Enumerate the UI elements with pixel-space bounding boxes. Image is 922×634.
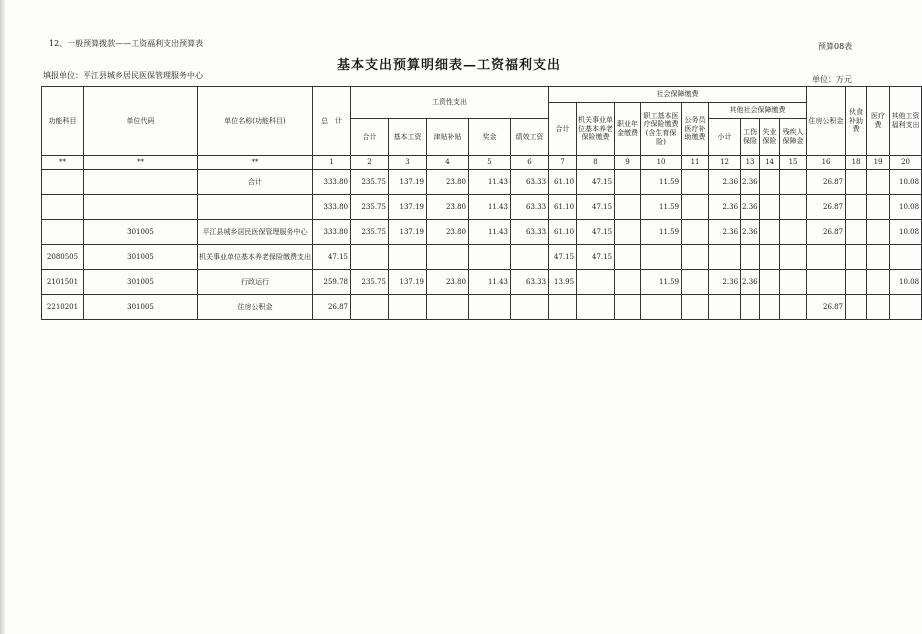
index-cell: 3 [389, 156, 427, 170]
table-cell [890, 295, 922, 320]
index-cell: 8 [577, 156, 615, 170]
header-other-social-group: 其他社会保障缴费 [709, 103, 807, 119]
table-cell [682, 170, 709, 195]
table-cell: 235.75 [351, 270, 389, 295]
header-medical: 医疗费 [867, 87, 890, 156]
table-cell: 平江县城乡居民医保管理服务中心 [198, 220, 313, 245]
index-cell: 12 [709, 156, 741, 170]
table-cell: 13.95 [549, 270, 577, 295]
table-cell: 23.80 [427, 195, 469, 220]
table-cell: 合计 [198, 170, 313, 195]
table-cell: 47.15 [577, 245, 615, 270]
table-cell: 2.36 [709, 195, 741, 220]
table-cell [615, 195, 641, 220]
table-row [42, 220, 922, 245]
table-cell: 2.36 [709, 170, 741, 195]
table-cell [780, 295, 807, 320]
section-label: 12、一般预算拨款——工资福利支出预算表 [49, 39, 204, 48]
table-cell [615, 245, 641, 270]
table-cell [846, 170, 867, 195]
table-cell: 10.08 [890, 220, 922, 245]
table-cell [741, 295, 760, 320]
table-cell: 333.80 [313, 195, 351, 220]
table-cell: 63.33 [511, 170, 549, 195]
table-cell: 住房公积金 [198, 295, 313, 320]
header-name: 单位名称(功能科目) [198, 87, 313, 156]
table-cell [682, 270, 709, 295]
index-cell: 4 [427, 156, 469, 170]
table-cell [389, 295, 427, 320]
index-cell: 13 [741, 156, 760, 170]
table-cell: 26.87 [807, 220, 846, 245]
index-cell: 20 [890, 156, 922, 170]
reporting-org: 填报单位：平江县城乡居民医保管理服务中心 [43, 71, 203, 80]
page-edge [0, 0, 5, 634]
table-cell [42, 195, 84, 220]
table-cell: 47.15 [577, 170, 615, 195]
table-cell: 11.59 [641, 220, 682, 245]
table-cell: 47.15 [577, 220, 615, 245]
header-allowance: 津贴补贴 [427, 119, 469, 156]
index-cell: ** [84, 156, 198, 170]
table-cell [351, 295, 389, 320]
table-cell: 63.33 [511, 220, 549, 245]
table-cell [807, 270, 846, 295]
table-cell: 235.75 [351, 170, 389, 195]
table-cell [780, 170, 807, 195]
header-injury: 工伤保险 [741, 119, 760, 156]
table-cell [577, 270, 615, 295]
table-cell: 259.78 [313, 270, 351, 295]
header-other-subtotal: 小计 [709, 119, 741, 156]
table-cell: 301005 [84, 245, 198, 270]
table-cell: 23.80 [427, 270, 469, 295]
table-cell [867, 220, 890, 245]
table-cell: 26.87 [313, 295, 351, 320]
table-cell [867, 295, 890, 320]
table-cell: 10.08 [890, 270, 922, 295]
unit-label: 单位：万元 [812, 75, 852, 84]
table-cell [807, 245, 846, 270]
index-cell: 7 [549, 156, 577, 170]
table-cell [549, 295, 577, 320]
table-cell: 301005 [84, 270, 198, 295]
table-cell [641, 245, 682, 270]
page-title: 基本支出预算明细表—工资福利支出 [336, 58, 561, 73]
index-cell: 16 [807, 156, 846, 170]
table-cell: 2101501 [42, 270, 84, 295]
table-cell: 26.87 [807, 295, 846, 320]
index-cell: 10 [641, 156, 682, 170]
table-row [42, 195, 922, 220]
header-annuity: 职业年金缴费 [615, 103, 641, 156]
table-cell: 137.19 [389, 220, 427, 245]
table-cell: 2.36 [709, 220, 741, 245]
header-basic-wage: 基本工资 [389, 119, 427, 156]
header-meal: 伙食补助费 [846, 87, 867, 156]
table-cell: 47.15 [549, 245, 577, 270]
table-cell [42, 220, 84, 245]
header-disability: 残疾人保障金 [780, 119, 807, 156]
table-row [42, 270, 922, 295]
table-cell [469, 295, 511, 320]
table-cell [351, 245, 389, 270]
table-cell [84, 170, 198, 195]
table-cell [389, 245, 427, 270]
index-cell: 5 [469, 156, 511, 170]
table-cell: 11.59 [641, 195, 682, 220]
table-cell [469, 245, 511, 270]
table-cell: 137.19 [389, 170, 427, 195]
index-cell: 9 [615, 156, 641, 170]
header-other-wage: 其他工资福利支出 [890, 87, 922, 156]
table-cell [615, 295, 641, 320]
table-cell [760, 170, 780, 195]
index-cell: 6 [511, 156, 549, 170]
table-cell [709, 245, 741, 270]
index-cell: ** [198, 156, 313, 170]
header-civil-med: 公务员医疗补助缴费 [682, 103, 709, 156]
table-cell [760, 295, 780, 320]
table-cell: 61.10 [549, 195, 577, 220]
table-cell [846, 245, 867, 270]
form-number: 预算08表 [818, 42, 853, 51]
table-cell [42, 170, 84, 195]
table-cell [198, 195, 313, 220]
table-cell: 2.36 [741, 270, 760, 295]
table-cell [846, 220, 867, 245]
index-cell: 19 [867, 156, 890, 170]
header-unemployment: 失业保险 [760, 119, 780, 156]
header-code: 单位代码 [84, 87, 198, 156]
header-total: 总 计 [313, 87, 351, 156]
table-cell: 137.19 [389, 195, 427, 220]
table-cell [682, 295, 709, 320]
table-cell [760, 220, 780, 245]
table-cell: 63.33 [511, 195, 549, 220]
index-cell: ** [42, 156, 84, 170]
header-wage-group: 工资性支出 [351, 87, 549, 119]
table-cell [867, 170, 890, 195]
table-cell [427, 245, 469, 270]
table-cell [709, 295, 741, 320]
table-cell [760, 195, 780, 220]
header-housing: 住房公积金 [807, 87, 846, 156]
table-cell: 47.15 [313, 245, 351, 270]
table-cell: 2210201 [42, 295, 84, 320]
table-cell: 235.75 [351, 220, 389, 245]
table-cell: 11.43 [469, 220, 511, 245]
table-cell [682, 195, 709, 220]
table-cell: 333.80 [313, 170, 351, 195]
index-row [42, 156, 922, 170]
header-pension: 机关事业单位基本养老保险缴费 [577, 103, 615, 156]
table-cell [615, 220, 641, 245]
table-cell: 61.10 [549, 220, 577, 245]
table-row [42, 245, 922, 270]
table-cell: 26.87 [807, 195, 846, 220]
table-cell: 23.80 [427, 170, 469, 195]
table-cell: 11.43 [469, 195, 511, 220]
table-cell [511, 245, 549, 270]
table-cell: 333.80 [313, 220, 351, 245]
header-func: 功能科目 [42, 87, 84, 156]
table-cell: 11.43 [469, 270, 511, 295]
header-social-group: 社会保障缴费 [549, 87, 807, 103]
header-performance: 绩效工资 [511, 119, 549, 156]
table-cell: 23.80 [427, 220, 469, 245]
table-row [42, 170, 922, 195]
header-med-ins: 职工基本医疗保险缴费(含生育保险) [641, 103, 682, 156]
table-cell [846, 270, 867, 295]
table-cell: 63.33 [511, 270, 549, 295]
budget-table [41, 86, 922, 320]
index-cell: 15 [780, 156, 807, 170]
table-cell [682, 220, 709, 245]
index-cell: 2 [351, 156, 389, 170]
table-row [42, 295, 922, 320]
table-cell: 235.75 [351, 195, 389, 220]
table-cell: 11.59 [641, 170, 682, 195]
table-cell [641, 295, 682, 320]
table-cell [867, 270, 890, 295]
table-cell [427, 295, 469, 320]
table-cell: 机关事业单位基本养老保险缴费支出 [198, 245, 313, 270]
table-cell [760, 270, 780, 295]
table-cell [780, 270, 807, 295]
table-cell: 47.15 [577, 195, 615, 220]
table-cell [780, 245, 807, 270]
table-cell [741, 245, 760, 270]
table-cell [867, 195, 890, 220]
table-cell [682, 245, 709, 270]
header-wage-total: 合计 [351, 119, 389, 156]
table-cell [615, 270, 641, 295]
table-cell: 11.59 [641, 270, 682, 295]
table-cell: 2.36 [741, 220, 760, 245]
table-cell: 11.43 [469, 170, 511, 195]
table-cell: 10.08 [890, 170, 922, 195]
table-cell [890, 245, 922, 270]
table-cell [867, 245, 890, 270]
index-cell: 11 [682, 156, 709, 170]
table-cell: 10.08 [890, 195, 922, 220]
table-cell: 行政运行 [198, 270, 313, 295]
header-social-total: 合计 [549, 103, 577, 156]
table-cell: 137.19 [389, 270, 427, 295]
table-cell [511, 295, 549, 320]
table-cell [615, 170, 641, 195]
header-bonus: 奖金 [469, 119, 511, 156]
table-cell: 61.10 [549, 170, 577, 195]
table-cell: 2.36 [741, 195, 760, 220]
table-cell: 301005 [84, 295, 198, 320]
index-cell: 14 [760, 156, 780, 170]
table-cell [780, 195, 807, 220]
table-cell [84, 195, 198, 220]
table-cell [780, 220, 807, 245]
index-cell: 18 [846, 156, 867, 170]
table-cell: 2.36 [741, 170, 760, 195]
table-cell: 301005 [84, 220, 198, 245]
index-cell: 1 [313, 156, 351, 170]
table-cell [846, 295, 867, 320]
table-cell: 2.36 [709, 270, 741, 295]
table-cell [760, 245, 780, 270]
table-cell: 2080505 [42, 245, 84, 270]
table-cell [577, 295, 615, 320]
table-cell [846, 195, 867, 220]
table-cell: 26.87 [807, 170, 846, 195]
